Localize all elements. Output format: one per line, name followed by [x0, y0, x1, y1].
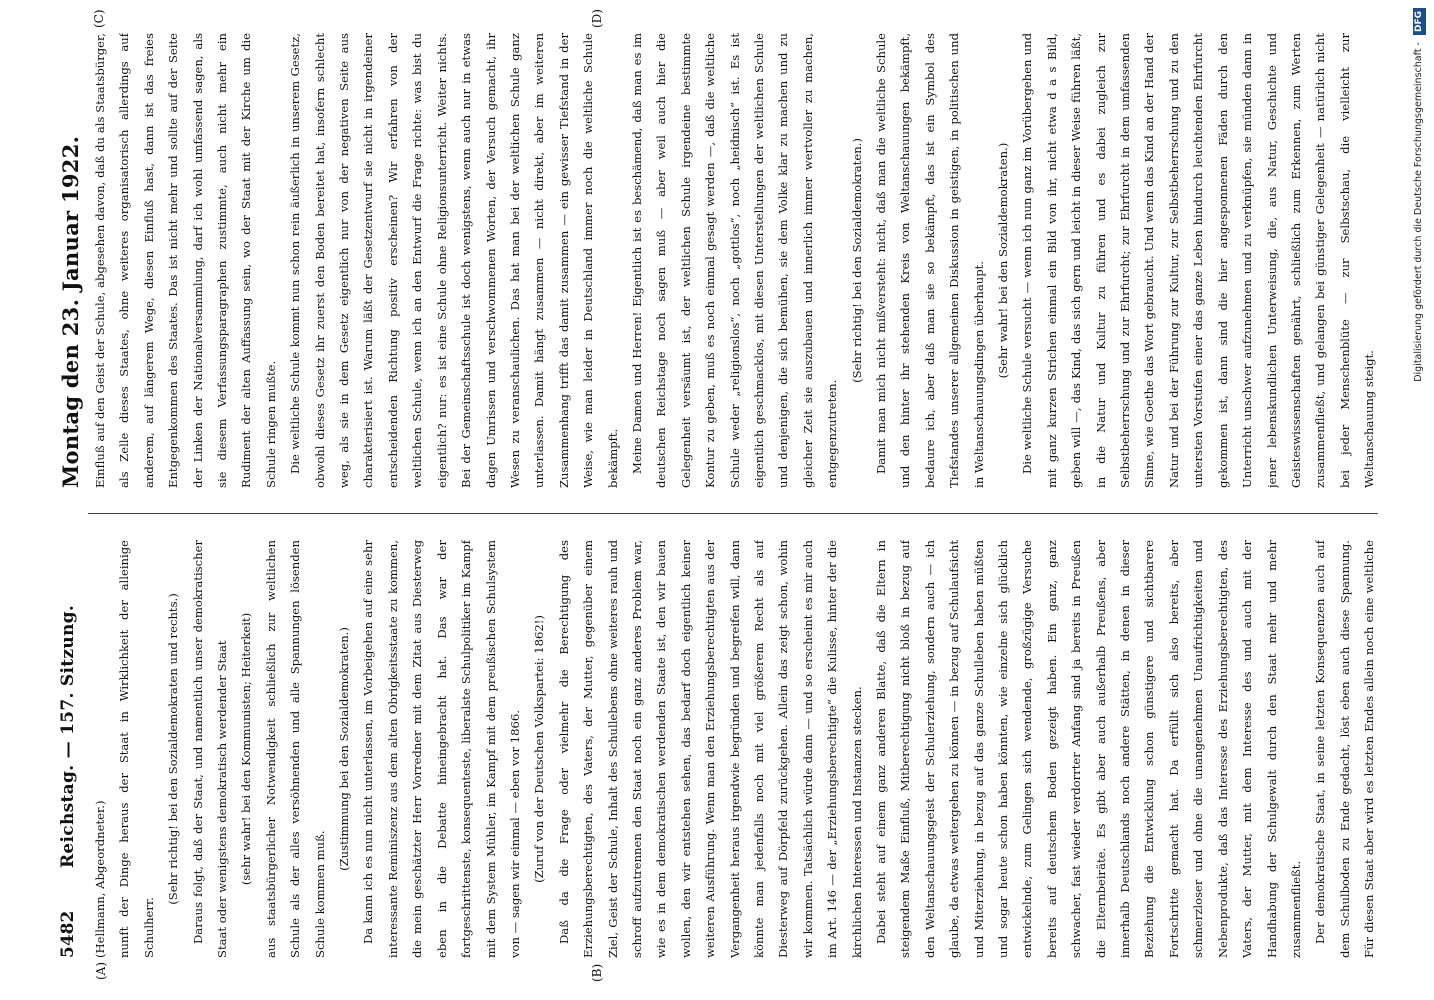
paragraph: Dabei steht auf einem ganz anderen Blatte, daß die Eltern in steigendem Maße Einfluß, Mitberechtigung nicht bloß in bezug auf den Weltanschauungsgeist der Schulerziehung, sondern auch — ich glaube, da etwas weitergehen zu können — in bezug auf Schulaufsicht und Miterziehung, in bezug auf das ganze Schulleben haben müßten und sogar heute schon haben könnten, wie einzelne sich glücklich entwickelnde, zum Gelingen sich wendende, großzügige Versuche bereits auf deutschem Boden gezeigt haben. Ein ganz, ganz schwacher, fast wieder verdorrter Anfang sind ja bereits in Preußen die Elternbeiräte. Es gibt aber auch außerhalb Preußens, aber innerhalb Deutschlands noch andere Stätten, in denen in dieser Beziehung die Entwicklung schon günstigere und sichtbarere Fortschritte gemacht hat. Da erfüllt sich also bereits, aber schmerzloser und ohne die unangenehmen Unaufrichtigkeiten und Nebenprodukte, daß das Interesse des Erziehungsberechtigten, des Vaters, der Mutter, mit dem Interesse des und auch mit der Handhabung der Schulgewalt durch den Staat mehr und mehr zusammenfließt. [874, 540, 1303, 958]
speaker-line: (Hellmann, Abgeordneter.) [93, 800, 107, 958]
rotated-page [50, 8, 1390, 982]
dfg-logo: DFG [1413, 8, 1426, 35]
page-date: Montag den 23. Januar 1922. [58, 135, 83, 488]
margin-marker-c: (C) [92, 9, 106, 28]
digitization-note [1410, 8, 1428, 993]
interjection: (Zuruf von der Deutschen Volkspartei: 1862!) [532, 615, 547, 883]
page-title: Reichstag. — 157. Sitzung. [58, 604, 78, 868]
paragraph: aus staatsbürgerlicher Notwendigkeit schließlich zur weltlichen Schule als der alles versöhnenden und alle Spannungen lösenden Schule kommen muß. [263, 540, 327, 958]
paragraph: Da kann ich es nun nicht unterlassen, im Vorbeigehen auf eine sehr interessante Reminiszenz aus dem alten Obrigkeitsstaate zu kommen, die mein geschätzter Herr Vorredner mit dem Zitat aus Diesterweg eben in die Debatte hineingebracht hat. Das war der fortgeschrittenste, konsequenteste, liberalste Schulpolitiker im Kampf mit dem System Mühler, im Kampf mit dem preußischen Schulsystem von — sagen wir einmal — eben vor 1866. [361, 540, 522, 958]
paragraph: Die weltliche Schule versucht — wenn ich nun ganz im Vorübergehen und mit ganz kurzen Strichen einmal ein Bild von ihr, nicht etwa d a s Bild, geben will —, das Kind, das sich gern und leicht in dieser Weise führen läßt, in die Natur und Kultur zu führen und es dabei zugleich zur Selbstbeherrschung und zur Ehrfurcht; zur Ehrfurcht in dem umfassenden Sinne, wie Goethe das Wort gebraucht. Und wenn das Kind an der Hand der Natur und bei der Führung zur Kultur, zur Selbstbeherrschung und zu den untersten Vorstufen einer das ganze Leben hindurch leuchtenden Ehrfurcht gekommen ist, dann sind die hier angesponnenen Fäden durch den Unterricht unschwer aufzunehmen und zu verknüpfen, sie münden dann in jener lebenskundlichen Unterweisung, die, aus Natur, Geschichte und Geisteswissenschaften genährt, schließlich zum Erkennen, zum Werten zusammenfließt, und gelangen bei günstiger Gelegenheit — natürlich nicht bei jeder Menschenblüte — zur Selbstschau, die vielleicht zur Weltanschauung steigt. [1020, 33, 1377, 488]
right-column [88, 33, 1378, 488]
interjection: (Zustimmung bei den Sozialdemokraten.) [337, 627, 352, 871]
paragraph: Der demokratische Staat, in seine letzten Konsequenzen auch auf dem Schulboden zu Ende gedacht, löst eben auch diese Spannung. Für diesen Staat aber wird es letzten Endes allein noch eine weltliche [1313, 540, 1377, 958]
paragraph: Daraus folgt, daß der Staat, und namentlich unser demokratischer Staat oder wenigstens demokratisch werdender Staat [190, 540, 230, 958]
paragraph: Meine Damen und Herren! Eigentlich ist es beschämend, daß man es im deutschen Reichstage noch sagen muß — aber weil auch hier die Gelegenheit versäumt ist, der weltlichen Schule irgendeine bestimmte Kontur zu geben, muß es noch einmal gesagt werden —, daß die weltliche Schule weder „religionslos“, noch „gottlos“, noch „heidnisch“ ist. Es ist eigentlich geschmacklos, mit diesen Unterstellungen der weltlichen Schule und denjenigen, die sich bemühen, sie dem Volke klar zu machen und zu gleicher Zeit sie auszubauen und innerlich immer wertvoller zu machen, entgegenzutreten. [629, 33, 840, 488]
page-header [58, 8, 84, 958]
margin-marker-a: (A) [94, 961, 108, 980]
digitization-note-text: Digitalisierung gefördert durch die Deutsche Forschungsgemeinschaft - [1413, 42, 1424, 382]
interjection: (Sehr wahr! bei den Sozialdemokraten.) [996, 142, 1011, 379]
interjection: (Sehr richtig! bei den Sozialdemokraten.) [849, 138, 864, 383]
left-column [88, 540, 1378, 958]
interjection: (sehr wahr! bei den Kommunisten; Heiterkeit) [239, 612, 254, 886]
column-divider [88, 513, 1378, 514]
interjection: (Sehr richtig! bei den Sozialdemokraten und rechts.) [166, 593, 181, 905]
margin-marker-b: (B) [590, 963, 604, 982]
margin-marker-d: (D) [590, 9, 604, 28]
paragraph: Damit man mich nicht mißversteht: nicht, daß man die weltliche Schule und den hinter ihr stehenden Kreis von Weltanschauungen bekämpft, bedaure ich, aber daß man sie so bekämpft, das ist ein Symbol des Tiefstandes unserer allgemeinen Diskussion in geistigen, in politischen und in Weltanschauungsdingen überhaupt. [874, 33, 986, 488]
paragraph: Die weltliche Schule kommt nun schon rein äußerlich in unserem Gesetz, obwohl dieses Gesetz ihr zuerst den Boden bereitet hat, insofern schlecht weg, als sie in dem Gesetz eigentlich nur von der negativen Seite aus charakterisiert ist. Warum läßt der Gesetzentwurf sie nicht in irgendeiner entscheidenden Richtung positiv erscheinen? Wir erfahren von der weltlichen Schule, wenn ich an den Entwurf die Frage richte: was bist du eigentlich? nur: es ist eine Schule ohne Religionsunterricht. Weiter nichts. Bei der Gemeinschaftsschule ist doch wenigstens, wenn auch nur in etwas dagen Umrissen und verschwommenen Worten, der Versuch gemacht, ihr Wesen zu veranschaulichen. Das hat man bei der weltlichen Schule ganz unterlassen. Damit hängt zusammen — nicht direkt, aber im weiteren Zusammenhang trifft das damit zusammen — ein gewisser Tiefstand in der Weise, wie man leider in Deutschland immer noch die weltliche Schule bekämpft. [288, 33, 620, 488]
page-number: 5482 [58, 910, 78, 958]
paragraph: Einfluß auf den Geist der Schule, abgesehen davon, daß du als Staatsbürger, als Zelle dieses Staates, ohne weiteres organisatorisch allerdings auf anderem, auf längerem Wege, diesen Einfluß hast, dann ist das freies Entgegenkommen des Staates. Das ist nicht mehr und sollte auf der Seite der Linken der Nationalversammlung, darf ich wohl umfassend sagen, als sie diesem Verfassungsparagraphen zustimmte, auch nicht mehr ein Rudiment der alten Auffassung sein, wo der Staat mit der Kirche um die Schule ringen mußte. [93, 33, 278, 488]
paragraph: Daß da die Frage oder vielmehr die Berechtigung des Erziehungsberechtigten, des Vaters, der Mutter, gegenüber einem Ziel, Geist der Schule, Inhalt des Schullebens ohne weiteres rauh und schroff aufzutrennen den Staat noch ein ganz anderes Problem war, wie es in dem demokratischen werdenden Staate ist, den wir bauen wollen, den wir entstehen sehen, das bedarf doch eigentlich keiner weiteren Ausführung. Wenn man den Erziehungsberechtigten aus der Vergangenheit heraus irgendwie begründen und begreifen will, dann könnte man jedenfalls noch mit viel größerem Recht als auf Diesterweg auf Dörpfeld zurückgehen. Allein das zeigt schon, wohin wir kommen. Tatsächlich würde dann — und so erscheint es mir auch im Art. 146 — der „Erziehungsberechtigte“ die Kulisse, hinter der die kirchlichen Interessen und Instanzen stecken. [556, 540, 864, 958]
paragraph: nunft der Dinge heraus der Staat in Wirklichkeit der alleinige Schulherr. [117, 540, 156, 958]
